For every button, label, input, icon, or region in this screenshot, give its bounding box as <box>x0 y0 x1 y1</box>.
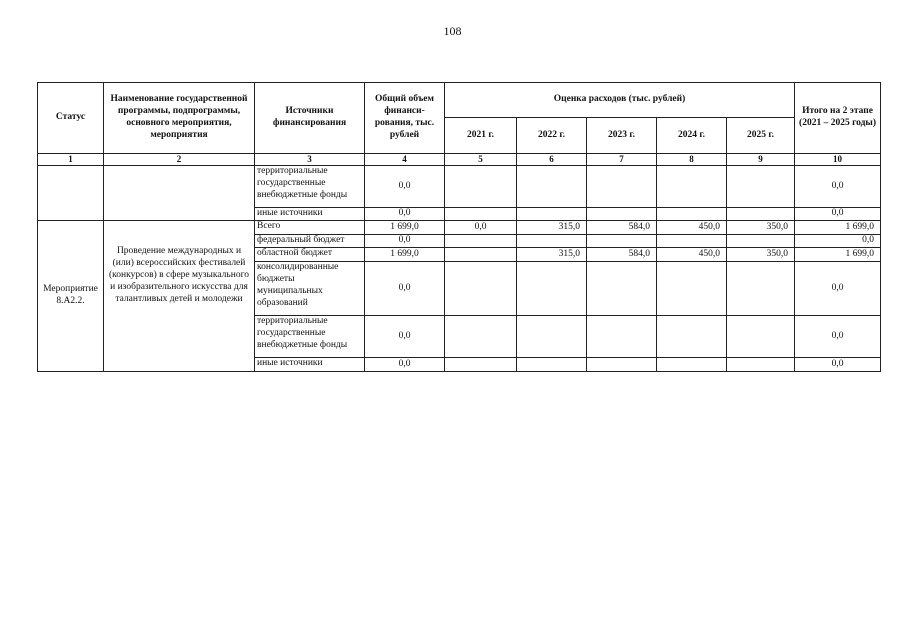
column-numbers-row <box>38 154 881 166</box>
year-cell <box>587 235 657 248</box>
total-cell: 0,0 <box>365 358 445 372</box>
year-cell: 315,0 <box>517 248 587 262</box>
year-cell <box>587 358 657 372</box>
year-cell <box>657 166 727 208</box>
year-cell <box>657 262 727 316</box>
header-row-1 <box>38 83 881 118</box>
source-cell: территориальные государственные внебюджетные фонды <box>255 316 365 358</box>
header-year-2022: 2022 г. <box>517 118 587 154</box>
col-number: 2 <box>104 154 255 166</box>
header-year-2021: 2021 г. <box>445 118 517 154</box>
header-year-2025: 2025 г. <box>727 118 795 154</box>
col-number: 6 <box>517 154 587 166</box>
table-row <box>38 166 881 208</box>
source-cell: иные источники <box>255 358 365 372</box>
header-sources: Источники финансирования <box>255 83 365 154</box>
year-cell <box>727 208 795 221</box>
year-cell <box>657 358 727 372</box>
year-cell: 584,0 <box>587 221 657 235</box>
year-cell <box>445 235 517 248</box>
year-cell <box>727 235 795 248</box>
year-cell: 350,0 <box>727 248 795 262</box>
col-number: 4 <box>365 154 445 166</box>
year-cell <box>727 358 795 372</box>
total-cell: 1 699,0 <box>365 248 445 262</box>
year-cell <box>517 262 587 316</box>
itogo-cell: 1 699,0 <box>795 248 881 262</box>
header-year-2023: 2023 г. <box>587 118 657 154</box>
header-total-volume: Общий объем финанси-рования, тыс. рублей <box>365 83 445 154</box>
year-cell <box>445 316 517 358</box>
col-number: 7 <box>587 154 657 166</box>
source-cell: иные источники <box>255 208 365 221</box>
year-cell <box>517 235 587 248</box>
year-cell <box>445 262 517 316</box>
itogo-cell: 1 699,0 <box>795 221 881 235</box>
year-cell <box>517 316 587 358</box>
year-cell <box>445 248 517 262</box>
year-cell <box>445 208 517 221</box>
header-status: Статус <box>38 83 104 154</box>
page-number: 108 <box>443 24 462 38</box>
itogo-cell: 0,0 <box>795 316 881 358</box>
status-cell-empty <box>38 166 104 221</box>
total-cell: 0,0 <box>365 208 445 221</box>
col-number: 9 <box>727 154 795 166</box>
total-cell: 0,0 <box>365 235 445 248</box>
measure-status: Мероприятие 8.А2.2. <box>38 221 104 372</box>
year-cell <box>587 316 657 358</box>
col-number: 1 <box>38 154 104 166</box>
itogo-cell: 0,0 <box>795 262 881 316</box>
year-cell <box>657 208 727 221</box>
source-cell: территориальные государственные внебюджетные фонды <box>255 166 365 208</box>
year-cell: 315,0 <box>517 221 587 235</box>
year-cell <box>445 358 517 372</box>
table-row <box>38 221 881 235</box>
total-cell: 0,0 <box>365 262 445 316</box>
itogo-cell: 0,0 <box>795 235 881 248</box>
year-cell <box>587 166 657 208</box>
itogo-cell: 0,0 <box>795 208 881 221</box>
itogo-cell: 0,0 <box>795 358 881 372</box>
year-cell: 584,0 <box>587 248 657 262</box>
source-cell: консолидированные бюджеты муниципальных образований <box>255 262 365 316</box>
source-cell: федеральный бюджет <box>255 235 365 248</box>
total-cell: 1 699,0 <box>365 221 445 235</box>
itogo-cell: 0,0 <box>795 166 881 208</box>
year-cell <box>727 262 795 316</box>
name-cell-empty <box>104 166 255 221</box>
year-cell <box>657 316 727 358</box>
year-cell <box>587 262 657 316</box>
header-estimate: Оценка расходов (тыс. рублей) <box>445 83 795 118</box>
year-cell <box>517 358 587 372</box>
col-number: 3 <box>255 154 365 166</box>
total-cell: 0,0 <box>365 316 445 358</box>
source-cell: областной бюджет <box>255 248 365 262</box>
year-cell: 450,0 <box>657 221 727 235</box>
total-cell: 0,0 <box>365 166 445 208</box>
year-cell: 0,0 <box>445 221 517 235</box>
measure-title: Проведение международных и (или) всероссийских фестивалей (конкурсов) в сфере музыкального и изобразительного искусства для талантливых детей и молодежи <box>104 221 255 372</box>
col-number: 5 <box>445 154 517 166</box>
year-cell <box>517 208 587 221</box>
header-name: Наименование государственной программы, подпрограммы, основного мероприятия, мероприятия <box>104 83 255 154</box>
header-itogo: Итого на 2 этапе (2021 – 2025 годы) <box>795 83 881 154</box>
col-number: 8 <box>657 154 727 166</box>
year-cell <box>517 166 587 208</box>
year-cell <box>657 235 727 248</box>
year-cell <box>445 166 517 208</box>
year-cell <box>727 316 795 358</box>
year-cell: 350,0 <box>727 221 795 235</box>
year-cell <box>587 208 657 221</box>
year-cell: 450,0 <box>657 248 727 262</box>
budget-table <box>37 82 881 372</box>
header-year-2024: 2024 г. <box>657 118 727 154</box>
col-number: 10 <box>795 154 881 166</box>
year-cell <box>727 166 795 208</box>
source-cell: Всего <box>255 221 365 235</box>
